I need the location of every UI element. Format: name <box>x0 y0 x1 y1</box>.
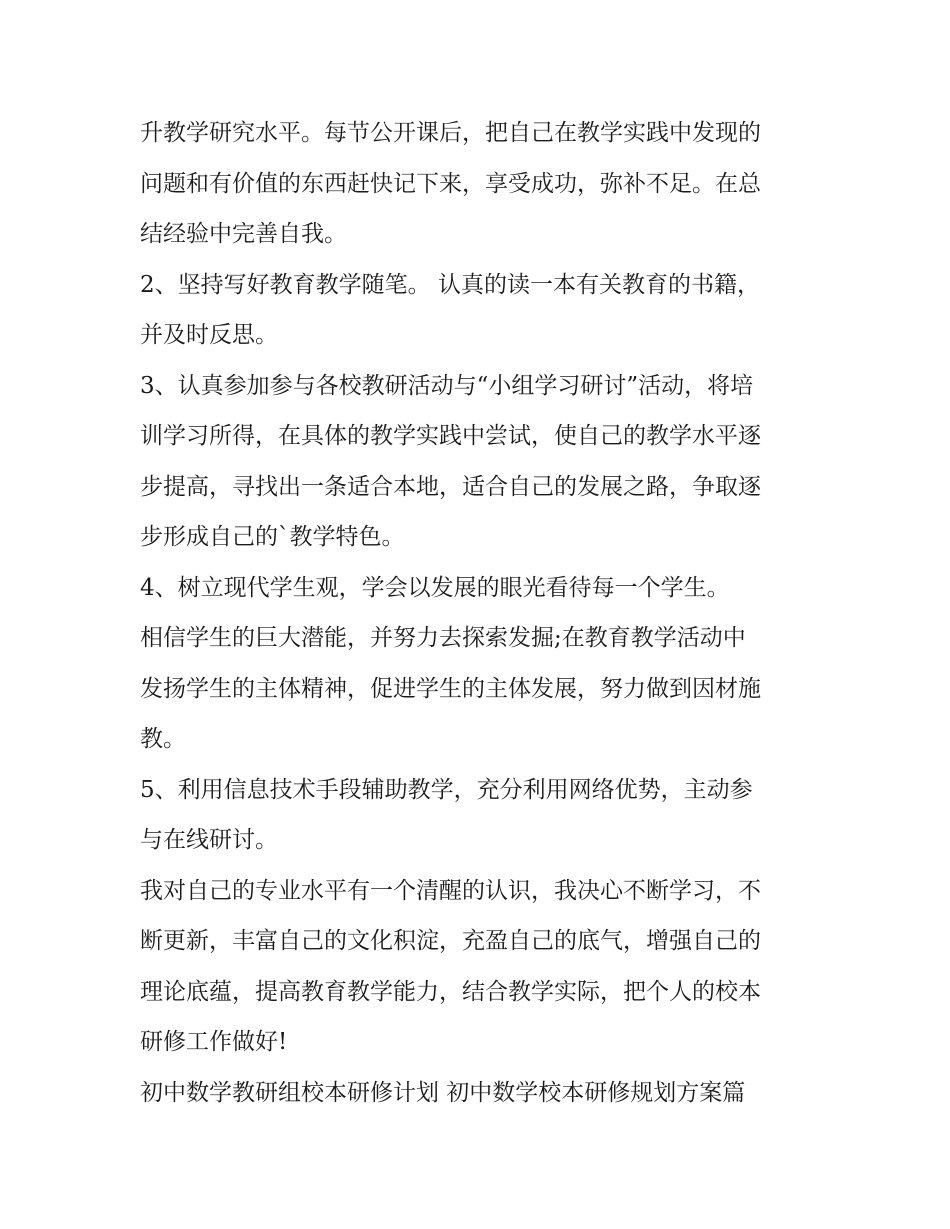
text-line: 初中数学教研组校本研修计划 初中数学校本研修规划方案篇 <box>140 1079 746 1106</box>
text-line: 3、认真参加参与各校教研活动与“小组学习研讨”活动，将培 <box>140 372 754 399</box>
text-line: 发扬学生的主体精神，促进学生的主体发展，努力做到因材施 <box>140 675 761 702</box>
text-line: 问题和有价值的东西赶快记下来，享受成功，弥补不足。在总 <box>140 170 761 197</box>
text-line: 升教学研究水平。每节公开课后，把自己在教学实践中发现的 <box>140 120 761 146</box>
text-line: 我对自己的专业水平有一个清醒的认识，我决心不断学习，不 <box>140 877 761 904</box>
text-line: 结经验中完善自我。 <box>140 221 347 247</box>
text-line: 研修工作做好! <box>140 1029 288 1055</box>
text-line: 训学习所得，在具体的教学实践中尝试，使自己的教学水平逐 <box>140 423 761 449</box>
text-line: 并及时反思。 <box>140 322 278 348</box>
text-line: 步提高，寻找出一条适合本地，适合自己的发展之路，争取逐 <box>140 473 761 500</box>
text-line: 相信学生的巨大潜能，并努力去探索发掘;在教育教学活动中 <box>140 625 746 651</box>
text-line: 2、坚持写好教育教学随笔。 认真的读一本有关教育的书籍， <box>140 271 760 298</box>
text-line: 步形成自己的`教学特色。 <box>140 524 405 550</box>
text-line: 4、树立现代学生观，学会以发展的眼光看待每一个学生。 <box>140 574 730 601</box>
document-body <box>140 108 830 1118</box>
text-line: 教。 <box>140 726 186 752</box>
text-line: 5、利用信息技术手段辅助教学，充分利用网络优势，主动参 <box>140 776 753 803</box>
text-line: 与在线研讨。 <box>140 827 278 853</box>
text-line: 理论底蕴，提高教育教学能力，结合教学实际，把个人的校本 <box>140 978 761 1005</box>
text-line: 断更新，丰富自己的文化积淀，充盈自己的底气，增强自己的 <box>140 928 761 954</box>
